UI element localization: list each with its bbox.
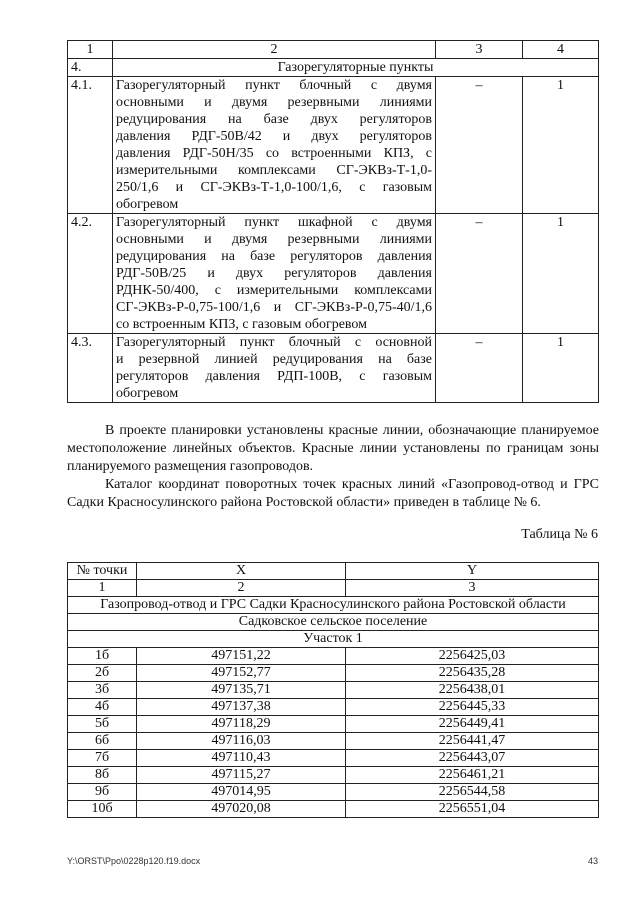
cell-y: 2256445,33: [346, 699, 599, 716]
column-number-row: [68, 580, 599, 597]
section-number: 4.: [68, 59, 113, 77]
footer-page-number: 43: [587, 856, 598, 866]
table-row: [68, 801, 599, 818]
header-cell: 2: [113, 41, 436, 59]
table-title: Газопровод-отвод и ГРС Садки Красносулинского района Ростовской области: [68, 597, 599, 614]
cell-x: 497115,27: [137, 767, 346, 784]
description-line: измерительными комплексами СГ-ЭКВз-Т-1,0-: [116, 163, 432, 178]
table-row: [68, 699, 599, 716]
table-row: [68, 648, 599, 665]
description-line: редуцирования на базе двух регуляторов: [116, 112, 432, 127]
cell-y: 2256551,04: [346, 801, 599, 818]
description-line: РДГ-50В/25 и двух регуляторов давления: [116, 266, 432, 281]
description-line: и резервной линией редуцирования на базе: [116, 352, 432, 367]
cell-x: 497137,38: [137, 699, 346, 716]
section-name: Участок 1: [68, 631, 599, 648]
description-line: давления РДГ-50Н/35 со встроенными КПЗ, с: [116, 146, 432, 161]
row-col4: 1: [523, 77, 599, 214]
cell-point: 6б: [68, 733, 137, 750]
section-title: Газорегуляторные пункты: [113, 59, 599, 77]
cell-x: 497116,03: [137, 733, 346, 750]
row-col3: –: [436, 214, 523, 334]
description-line: обогревом: [116, 197, 179, 212]
cell-point: 4б: [68, 699, 137, 716]
table-row: [68, 750, 599, 767]
row-number: 4.1.: [68, 77, 113, 214]
table-row: [68, 665, 599, 682]
title-row: [68, 597, 599, 614]
row-description: [113, 334, 436, 403]
header-y: Y: [346, 563, 599, 580]
row-number: 4.2.: [68, 214, 113, 334]
description-line: обогревом: [116, 386, 179, 401]
description-line: Газорегуляторный пункт шкафной с двумя: [116, 215, 432, 230]
table-row: [68, 682, 599, 699]
cell-point: 5б: [68, 716, 137, 733]
description-line: Газорегуляторный пункт блочный с основной: [116, 335, 432, 350]
cell-y: 2256461,21: [346, 767, 599, 784]
cell-point: 1б: [68, 648, 137, 665]
cell-point: 2б: [68, 665, 137, 682]
description-line: основными и двумя резервными линиями: [116, 232, 432, 247]
table-row: [68, 716, 599, 733]
paragraph-catalog: Каталог координат поворотных точек красных линий «Газопровод-отвод и ГРС Садки Красносулинского района Ростовской области» приведен в таблице № 6.: [67, 477, 599, 510]
row-description: [113, 214, 436, 334]
column-number: 1: [68, 580, 137, 597]
cell-x: 497152,77: [137, 665, 346, 682]
row-col4: 1: [523, 214, 599, 334]
settlement-name: Садковское сельское поселение: [68, 614, 599, 631]
table-header-row: [68, 563, 599, 580]
section-row: [68, 631, 599, 648]
description-line: основными и двумя резервными линиями: [116, 95, 432, 110]
description-line: СГ-ЭКВз-Р-0,75-100/1,6 и СГ-ЭКВз-Р-0,75-40/1,6: [116, 300, 432, 315]
description-line: Газорегуляторный пункт блочный с двумя: [116, 78, 432, 93]
header-cell: 4: [523, 41, 599, 59]
cell-x: 497014,95: [137, 784, 346, 801]
cell-x: 497110,43: [137, 750, 346, 767]
description-line: давления РДГ-50В/42 и двух регуляторов: [116, 129, 432, 144]
table-row: [68, 214, 599, 334]
description-line: редуцирования на базе регуляторов давления: [116, 249, 432, 264]
table-row: [68, 784, 599, 801]
table-row: [68, 767, 599, 784]
cell-y: 2256435,28: [346, 665, 599, 682]
settlement-row: [68, 614, 599, 631]
row-col3: –: [436, 77, 523, 214]
cell-point: 9б: [68, 784, 137, 801]
cell-x: 497151,22: [137, 648, 346, 665]
coordinates-table: [67, 562, 599, 818]
description-line: 250/1,6 и СГ-ЭКВз-Т-1,0-100/1,6, с газовым: [116, 180, 432, 195]
table-row: [68, 733, 599, 750]
cell-point: 10б: [68, 801, 137, 818]
description-line: регуляторов давления РДП-100В, с газовым: [116, 369, 432, 384]
cell-point: 8б: [68, 767, 137, 784]
column-number: 2: [137, 580, 346, 597]
cell-y: 2256438,01: [346, 682, 599, 699]
table-header-row: [68, 41, 599, 59]
column-number: 3: [346, 580, 599, 597]
row-number: 4.3.: [68, 334, 113, 403]
cell-y: 2256425,03: [346, 648, 599, 665]
table-caption: Таблица № 6: [521, 527, 598, 542]
header-cell: 1: [68, 41, 113, 59]
cell-y: 2256443,07: [346, 750, 599, 767]
section-row: [68, 59, 599, 77]
cell-y: 2256449,41: [346, 716, 599, 733]
cell-y: 2256544,58: [346, 784, 599, 801]
table-row: [68, 334, 599, 403]
cell-x: 497135,71: [137, 682, 346, 699]
header-x: X: [137, 563, 346, 580]
header-cell: 3: [436, 41, 523, 59]
cell-x: 497020,08: [137, 801, 346, 818]
footer-file-path: Y:\ORST\Ppo\0228p120.f19.docx: [67, 856, 201, 866]
description-line: со встроенным КПЗ, с газовым обогревом: [116, 317, 368, 332]
header-point: № точки: [68, 563, 137, 580]
paragraph-red-lines: В проекте планировки установлены красные линии, обозначающие планируемое местоположение линейных объектов. Красные линии установлены по границам зоны планируемого размещения газопроводов.: [67, 423, 599, 474]
equipment-table: [67, 40, 599, 403]
coordinates-body: [68, 648, 599, 818]
description-line: РДНК-50/400, с измерительными комплексами: [116, 283, 432, 298]
cell-point: 3б: [68, 682, 137, 699]
cell-x: 497118,29: [137, 716, 346, 733]
table-row: [68, 77, 599, 214]
cell-point: 7б: [68, 750, 137, 767]
row-col3: –: [436, 334, 523, 403]
row-description: [113, 77, 436, 214]
row-col4: 1: [523, 334, 599, 403]
cell-y: 2256441,47: [346, 733, 599, 750]
